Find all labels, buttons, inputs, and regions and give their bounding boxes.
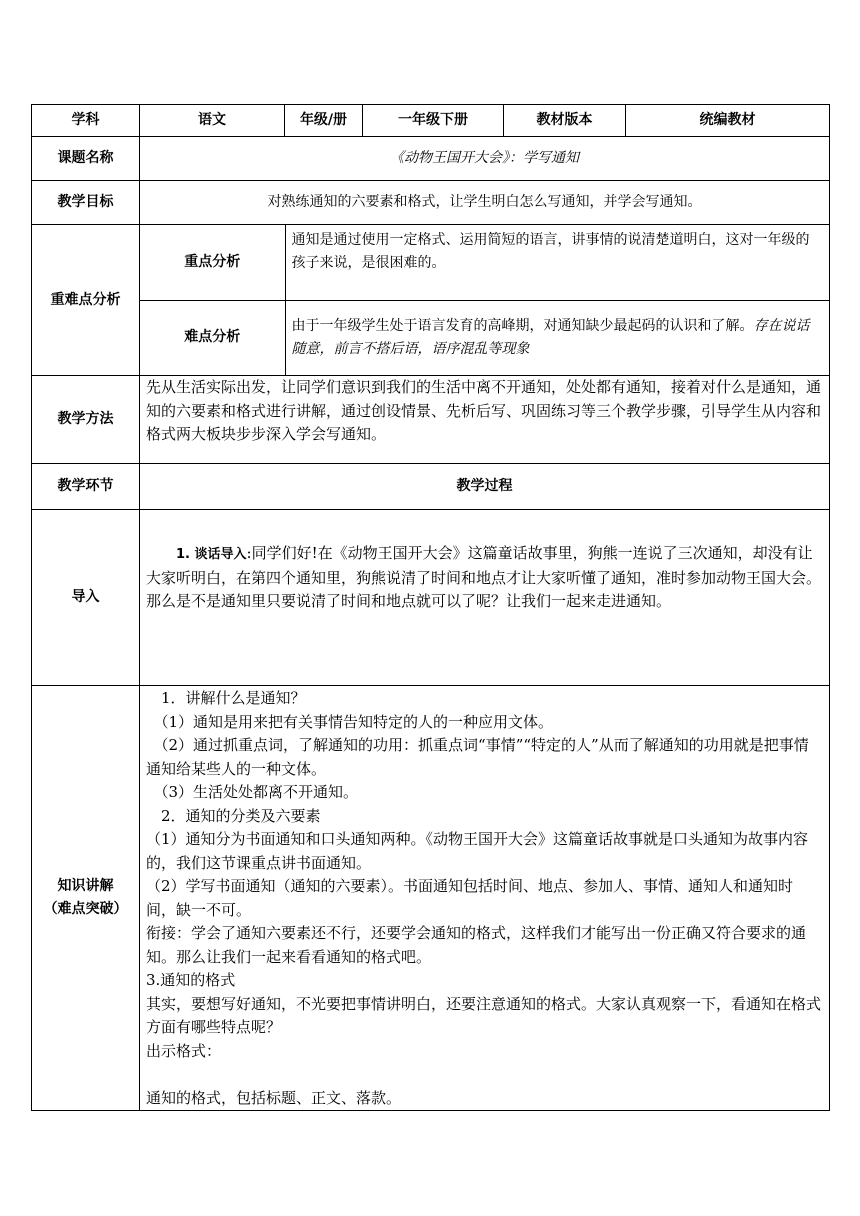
- knowledge-line: （2）通过抓重点词，了解通知的功用：抓重点词“事情”“特定的人”从而了解通知的功用就是把事情通知给某些人的一种文体。: [146, 736, 809, 778]
- knowledge-line: 通知的格式，包括标题、正文、落款。: [146, 1088, 402, 1107]
- knowledge-row: [32, 686, 830, 1111]
- topic-row: [32, 137, 830, 181]
- process-stage-label: 教学环节: [32, 464, 140, 510]
- intro-text: [140, 510, 830, 686]
- knowledge-line: 2．通知的分类及六要素: [146, 806, 321, 825]
- hard-analysis-italic: 存在说话随意，前言不搭后语，语序混乱等现象: [291, 317, 810, 357]
- header-row: [32, 105, 830, 137]
- hard-analysis-text: [285, 300, 829, 375]
- knowledge-label: [32, 686, 140, 1111]
- hard-analysis-normal: 由于一年级学生处于语言发育的高峰期，对通知缺少最起码的认识和了解。: [291, 317, 754, 334]
- knowledge-label-line1: 知识讲解: [57, 878, 114, 894]
- method-text: 先从生活实际出发，让同学们意识到我们的生活中离不开通知，处处都有通知，接着对什么是通知，通知的六要素和格式进行讲解，通过创设情景、先析后写、巩固练习等三个教学步骤，引导学生从内容和格式两大板块步步深入学会写通知。: [140, 376, 830, 464]
- intro-body: :同学们好!在《动物王国开大会》这篇童话故事里，狗熊一连说了三次通知，却没有让大家听明白，在第四个通知里，狗熊说清了时间和地点才让大家听懂了通知，准时参加动物王国大会。那么是不是通知里只要说清了时间和地点就可以了呢？让我们一起来走进通知。: [146, 544, 822, 610]
- edition-value: 统编教材: [626, 105, 830, 137]
- hard-analysis-label: 难点分析: [140, 300, 285, 375]
- intro-row: [32, 510, 830, 686]
- difficulty-label: 重难点分析: [32, 225, 140, 376]
- process-label: 教学过程: [140, 464, 830, 510]
- topic-value: 《动物王国开大会》：学写通知: [140, 137, 830, 181]
- knowledge-line: 1．讲解什么是通知？: [146, 689, 306, 707]
- key-analysis-text: 通知是通过使用一定格式、运用简短的语言，讲事情的说清楚道明白，这对一年级的孩子来说，是很困难的。: [285, 225, 829, 300]
- key-analysis-label: 重点分析: [140, 225, 285, 300]
- knowledge-content: [140, 686, 830, 1111]
- grade-label: 年级/册: [285, 105, 363, 137]
- goal-row: [32, 181, 830, 225]
- lesson-plan-table: [31, 104, 830, 1111]
- knowledge-line: （1）通知是用来把有关事情告知特定的人的一种应用文体。: [146, 712, 554, 731]
- subject-value: 语文: [140, 105, 285, 137]
- knowledge-line: （3）生活处处都离不开通知。: [146, 783, 359, 801]
- knowledge-line: （1）通知分为书面通知和口头通知两种。《动物王国开大会》这篇童话故事就是口头通知为故事内容的，我们这节课重点讲书面通知。: [146, 830, 809, 872]
- difficulty-subtable: [140, 225, 829, 375]
- knowledge-line: 其实，要想写好通知，不光要把事情讲明白，还要注意通知的格式。大家认真观察一下，看通知在格式方面有哪些特点呢？: [146, 994, 822, 1036]
- method-label: 教学方法: [32, 376, 140, 464]
- knowledge-label-line2: （难点突破）: [43, 901, 128, 917]
- intro-lead: 1. 谈话导入: [176, 547, 247, 562]
- process-header-row: [32, 464, 830, 510]
- topic-label: 课题名称: [32, 137, 140, 181]
- knowledge-line: 3.通知的格式: [146, 971, 236, 989]
- edition-label: 教材版本: [504, 105, 626, 137]
- goal-label: 教学目标: [32, 181, 140, 225]
- knowledge-line: （2）学写书面通知（通知的六要素）。书面通知包括时间、地点、参加人、事情、通知人和通知时间，缺一不可。: [146, 877, 794, 919]
- intro-label: 导入: [32, 510, 140, 686]
- method-row: [32, 376, 830, 464]
- difficulty-row: [32, 225, 830, 376]
- subject-label: 学科: [32, 105, 140, 137]
- knowledge-line: 出示格式：: [146, 1041, 222, 1060]
- goal-value: 对熟练通知的六要素和格式，让学生明白怎么写通知，并学会写通知。: [140, 181, 830, 225]
- knowledge-line: [146, 1063, 823, 1087]
- knowledge-line: 衔接：学会了通知六要素还不行，还要学会通知的格式，这样我们才能写出一份正确又符合要求的通知。那么让我们一起来看看通知的格式吧。: [146, 924, 807, 966]
- grade-value: 一年级下册: [363, 105, 504, 137]
